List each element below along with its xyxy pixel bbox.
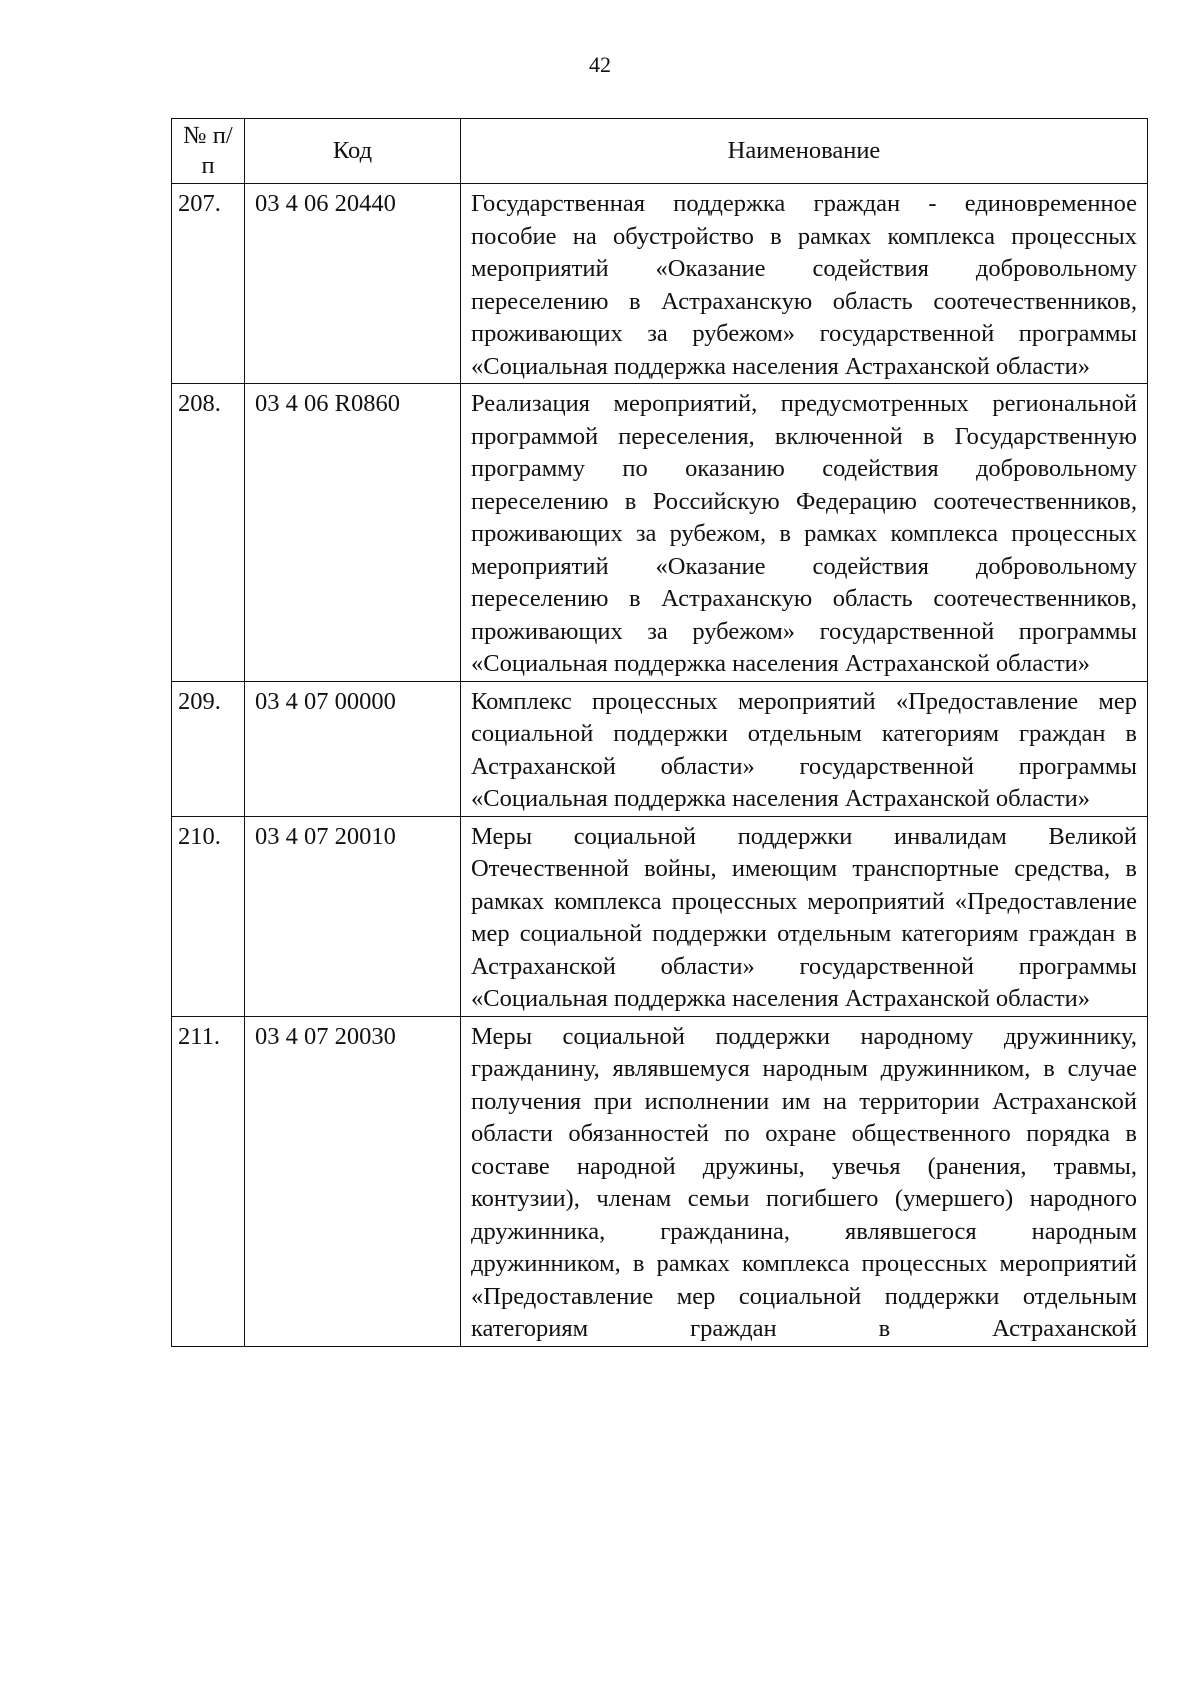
- row-code: 03 4 07 20010: [245, 816, 461, 1016]
- header-num: № п/п: [172, 119, 245, 184]
- table-row: [172, 816, 1148, 1016]
- row-num: 211.: [172, 1016, 245, 1346]
- table-row: [172, 184, 1148, 384]
- page-number: 42: [589, 52, 611, 77]
- row-code: 03 4 07 00000: [245, 681, 461, 816]
- header-code: Код: [245, 119, 461, 184]
- row-num: 207.: [172, 184, 245, 384]
- row-name: Комплекс процессных мероприятий «Предоставление мер социальной поддержки отдельным категориям граждан в Астраханской области» государственной программы «Социальная поддержка населения Астраханской области»: [461, 681, 1148, 816]
- row-name: Государственная поддержка граждан - единовременное пособие на обустройство в рамках комплекса процессных мероприятий «Оказание содействия добровольному переселению в Астраханскую область соотечественников, проживающих за рубежом» государственной программы «Социальная поддержка населения Астраханской области»: [461, 184, 1148, 384]
- row-code: 03 4 06 R0860: [245, 384, 461, 682]
- table-row: [172, 1016, 1148, 1346]
- row-name: Меры социальной поддержки инвалидам Великой Отечественной войны, имеющим транспортные средства, в рамках комплекса процессных мероприятий «Предоставление мер социальной поддержки отдельным категориям граждан в Астраханской области» государственной программы «Социальная поддержка населения Астраханской области»: [461, 816, 1148, 1016]
- row-code: 03 4 06 20440: [245, 184, 461, 384]
- table-row: [172, 681, 1148, 816]
- classification-table: [171, 118, 1148, 1347]
- table-header-row: [172, 119, 1148, 184]
- row-num: 210.: [172, 816, 245, 1016]
- row-num: 209.: [172, 681, 245, 816]
- row-code: 03 4 07 20030: [245, 1016, 461, 1346]
- header-name: Наименование: [461, 119, 1148, 184]
- row-name: Меры социальной поддержки народному дружиннику, гражданину, являвшемуся народным дружинником, в случае получения при исполнении им на территории Астраханской области обязанностей по охране общественного порядка в составе народной дружины, увечья (ранения, травмы, контузии), членам семьи погибшего (умершего) народного дружинника, гражданина, являвшегося народным дружинником, в рамках комплекса процессных мероприятий «Предоставление мер социальной поддержки отдельным категориям граждан в Астраханской: [461, 1016, 1148, 1346]
- table-row: [172, 384, 1148, 682]
- row-num: 208.: [172, 384, 245, 682]
- row-name: Реализация мероприятий, предусмотренных региональной программой переселения, включенной в Государственную программу по оказанию содействия добровольному переселению в Российскую Федерацию соотечественников, проживающих за рубежом, в рамках комплекса процессных мероприятий «Оказание содействия добровольному переселению в Астраханскую область соотечественников, проживающих за рубежом» государственной программы «Социальная поддержка населения Астраханской области»: [461, 384, 1148, 682]
